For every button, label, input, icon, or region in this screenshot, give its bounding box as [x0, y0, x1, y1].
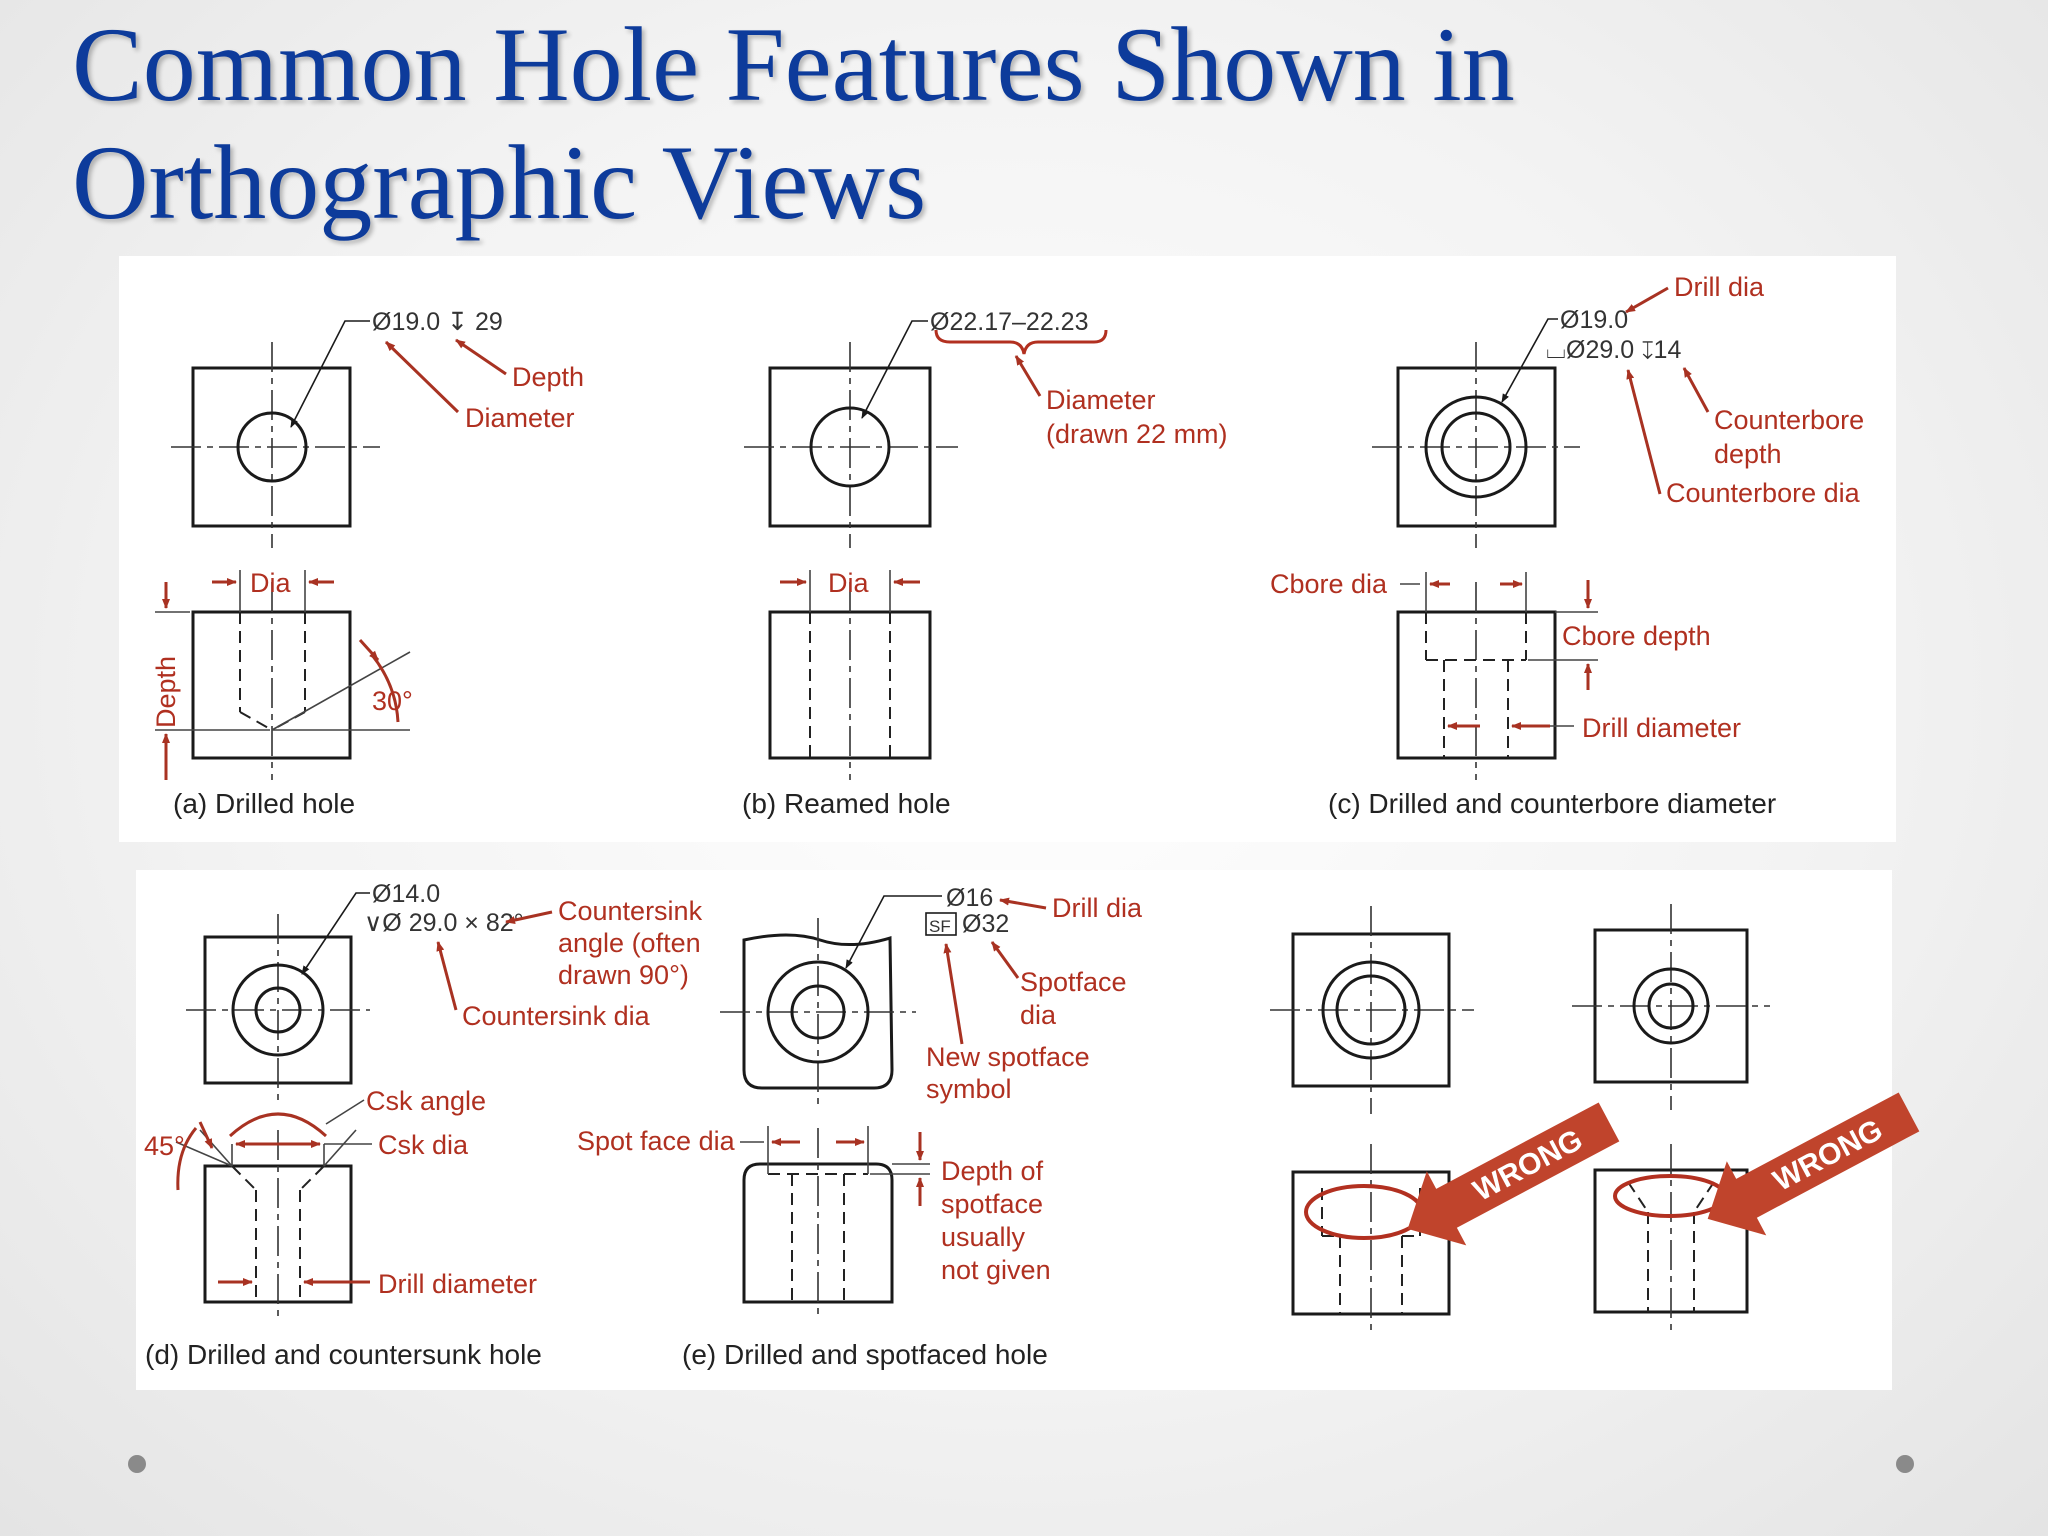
fig-e-spotface-dia-label-1: Spotface [1020, 967, 1127, 997]
fig-e-depth-note-4: not given [941, 1255, 1051, 1285]
fig-d-csk-angle-label-3: drawn 90°) [558, 960, 689, 990]
figure-b-reamed-hole [742, 308, 1228, 819]
fig-c-callout-1: Ø19.0 [1560, 306, 1629, 334]
fig-e-drill-dia-label: Drill dia [1052, 893, 1143, 923]
fig-d-csk-angle-dim: Csk angle [366, 1086, 487, 1116]
figure-d-countersunk [144, 880, 703, 1370]
fig-c-cbore-depth-label-1: Counterbore [1714, 405, 1865, 435]
fig-c-cbore-depth-dim: Cbore depth [1562, 621, 1711, 651]
fig-e-depth-note-1: Depth of [941, 1156, 1044, 1186]
wrong-label-1: WRONG [1468, 1123, 1588, 1208]
fig-e-top-view [720, 918, 916, 1110]
fig-b-diameter-label-2: (drawn 22 mm) [1046, 419, 1228, 449]
fig-a-front-view [193, 582, 350, 780]
figure-wrong-examples [1270, 904, 1929, 1330]
figure-a-drilled-hole [151, 308, 584, 819]
fig-d-csk-angle-label-2: angle (often [558, 928, 701, 958]
fig-d-callout-1: Ø14.0 [372, 880, 441, 908]
fig-e-depth-note-2: spotface [941, 1189, 1044, 1219]
fig-e-callout-2: Ø32 [962, 910, 1010, 938]
fig-b-caption: (b) Reamed hole [742, 788, 951, 819]
slide-title: Common Hole Features Shown in Orthographic Views [72, 6, 1515, 241]
fig-e-callout-1: Ø16 [946, 884, 994, 912]
fig-d-csk-dia-dim: Csk dia [378, 1130, 469, 1160]
fig-a-angle: 30° [372, 686, 413, 716]
fig-c-caption: (c) Drilled and counterbore diameter [1328, 788, 1777, 819]
fig-d-top-view [186, 914, 370, 1106]
fig-c-callout-2: ⌴Ø29.0 ↧14 [1546, 336, 1682, 364]
fig-c-top-view [1372, 342, 1580, 548]
fig-a-depth-dim: Depth [151, 655, 181, 728]
fig-c-cbore-dia-dim: Cbore dia [1270, 569, 1388, 599]
fig-b-top-view [744, 342, 958, 548]
wrong-label-2: WRONG [1768, 1113, 1888, 1198]
fig-e-spot-face-dia-dim: Spot face dia [577, 1126, 735, 1156]
fig-e-front-view [744, 1128, 892, 1318]
fig-d-drill-diameter-dim: Drill diameter [378, 1269, 538, 1299]
fig-c-cbore-depth-label-2: depth [1714, 439, 1782, 469]
wrong-example-1-top-view [1270, 906, 1474, 1114]
fig-a-depth-label: Depth [512, 362, 585, 392]
fig-b-dia-dim: Dia [828, 568, 869, 598]
fig-a-caption: (a) Drilled hole [173, 788, 356, 819]
wrong-example-1-front-view [1293, 1144, 1449, 1330]
wrong-arrow-1 [1388, 1085, 1629, 1266]
slide-bullet-left [128, 1455, 146, 1473]
fig-e-new-symbol-label-2: symbol [926, 1074, 1012, 1104]
fig-e-sf-symbol: SF [929, 917, 951, 936]
fig-e-spotface-dia-label-2: dia [1020, 1000, 1057, 1030]
fig-d-front-view [205, 1130, 351, 1316]
fig-b-diameter-label-1: Diameter [1046, 385, 1156, 415]
fig-c-drill-diameter-dim: Drill diameter [1582, 713, 1742, 743]
fig-a-diameter-label: Diameter [465, 403, 575, 433]
fig-c-cbore-dia-label: Counterbore dia [1666, 478, 1860, 508]
fig-b-front-view [770, 582, 930, 780]
fig-e-caption: (e) Drilled and spotfaced hole [682, 1339, 1048, 1370]
figure-c-counterbore [1270, 272, 1864, 819]
fig-e-depth-note-3: usually [941, 1222, 1026, 1252]
fig-d-angle: 45° [144, 1131, 185, 1161]
fig-a-dia-dim: Dia [250, 568, 291, 598]
fig-c-drill-dia-label: Drill dia [1674, 272, 1765, 302]
fig-c-front-view [1398, 582, 1555, 780]
fig-d-csk-angle-label-1: Countersink [558, 896, 703, 926]
fig-d-callout-2: ∨Ø 29.0 × 82° [364, 909, 524, 937]
fig-e-new-symbol-label-1: New spotface [926, 1042, 1090, 1072]
fig-d-caption: (d) Drilled and countersunk hole [145, 1339, 542, 1370]
slide-bullet-right [1896, 1455, 1914, 1473]
fig-a-top-view [171, 342, 380, 548]
fig-a-callout: Ø19.0 ↧ 29 [372, 308, 503, 336]
fig-d-csk-dia-label: Countersink dia [462, 1001, 650, 1031]
wrong-arrow-2 [1688, 1075, 1929, 1256]
fig-b-callout: Ø22.17–22.23 [930, 308, 1089, 336]
wrong-example-2-top-view [1572, 904, 1770, 1110]
